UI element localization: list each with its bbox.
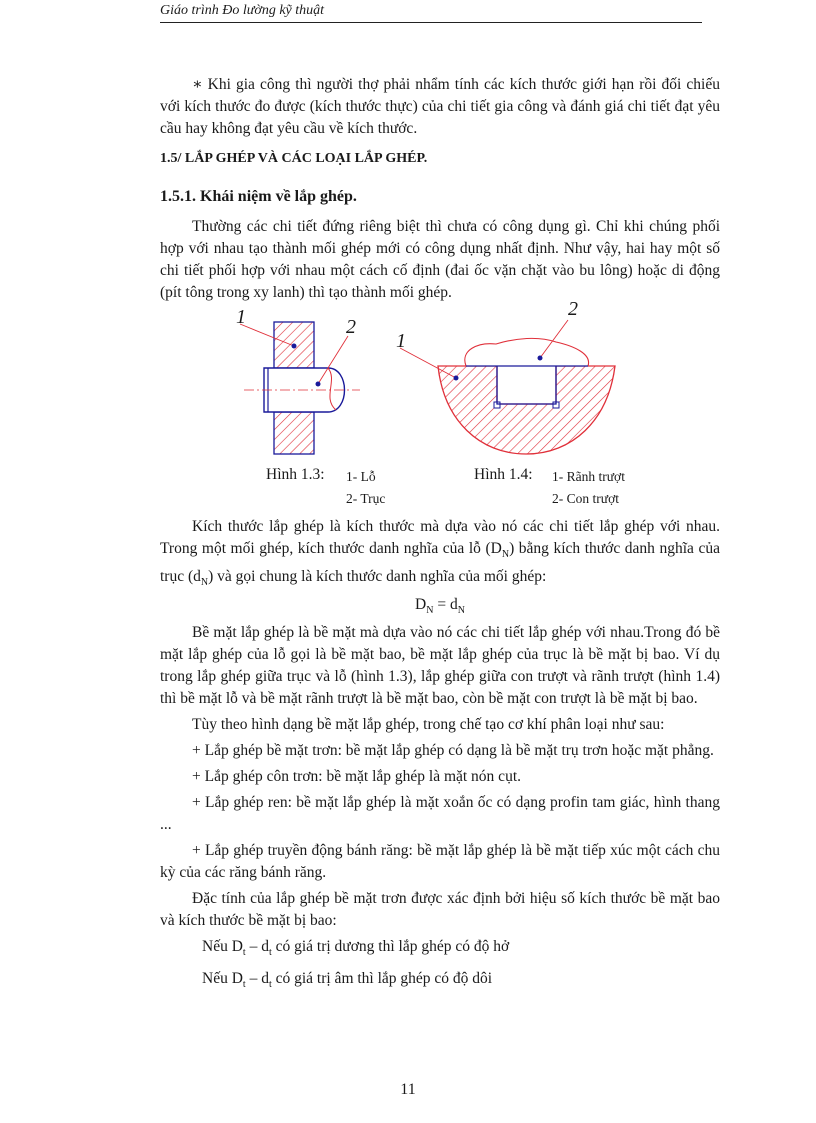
slide-guide-part	[438, 366, 615, 454]
hole-part-lower	[274, 412, 314, 454]
fig14-item-2: 2- Con trượt	[552, 491, 619, 506]
paragraph-classification: Tùy theo hình dạng bề mặt lắp ghép, trong chế tạo cơ khí phân loại như sau:	[192, 716, 665, 734]
fig14-callout-1: 1	[396, 330, 406, 352]
running-header	[160, 2, 702, 23]
figure-1-3-drawing	[240, 322, 360, 454]
list-item: + Lắp ghép ren: bề mặt lắp ghép là mặt xoắn ốc có dạng profin tam giác, hình thang ...	[160, 794, 720, 834]
page-content	[160, 74, 720, 996]
page-number: 11	[400, 1081, 416, 1098]
paragraph-fit-surface: Bề mặt lắp ghép là bề mặt mà dựa vào nó các chi tiết lắp ghép với nhau.Trong đó bề mặt lắp ghép của lỗ gọi là bề mặt bao, bề mặt lắp ghép của trục là bề mặt bị bao. Ví dụ trong lắp ghép giữa trục và lỗ (hình 1.3), lắp ghép giữa con trượt và rãnh trượt (hình 1.4) thì bề mặt lỗ và bề mặt rãnh trượt là bề mặt bao, còn bề mặt con trượt là bề mặt bị bao.	[160, 624, 720, 708]
list-item: + Lắp ghép bề mặt trơn: bề mặt lắp ghép có dạng là bề mặt trụ trơn hoặc mặt phẳng.	[192, 742, 714, 760]
fig13-item-1: 1- Lỗ	[346, 469, 376, 484]
fig13-callout-2: 2	[346, 316, 356, 338]
paragraph-characteristic: Đặc tính của lắp ghép bề mặt trơn được xác định bởi hiệu số kích thước bề mặt bao và kích thước bề mặt bị bao:	[160, 890, 720, 930]
intro-paragraph: ∗ Khi gia công thì người thợ phải nhẩm tính các kích thước giới hạn rồi đối chiếu với kích thước đo được (kích thước thực) của chi tiết gia công và đánh giá chi tiết đạt yêu cầu hay không đạt yêu cầu về kích thước.	[160, 76, 720, 137]
fig13-caption: Hình 1.3:	[266, 466, 325, 483]
fig14-item-1: 1- Rãnh trượt	[552, 469, 625, 484]
fig13-item-2: 2- Trục	[346, 491, 386, 506]
list-item: + Lắp ghép truyền động bánh răng: bề mặt lắp ghép là bề mặt tiếp xúc một cách chu kỳ của các răng bánh răng.	[160, 842, 720, 882]
header-title: Giáo trình Đo lường kỹ thuật	[160, 3, 325, 18]
figure-1-4-drawing	[400, 320, 615, 454]
condition-interference: Nếu $D_t - d_t$ có giá trị âm thì lắp ghép có độ dôi	[202, 970, 493, 991]
section-title: 1.5/ LẮP GHÉP VÀ CÁC LOẠI LẮP GHÉP.	[160, 151, 428, 166]
fig14-caption: Hình 1.4:	[474, 466, 533, 483]
condition-clearance: Nếu $D_t - d_t$ có giá trị dương thì lắp ghép có độ hở	[202, 938, 510, 959]
equation: $D_N = d_N$	[415, 596, 465, 617]
paragraph-fit-size: Kích thước lắp ghép là kích thước mà dựa vào nó các chi tiết lắp ghép với nhau. Trong một mối ghép, kích thước danh nghĩa của lỗ $(D_N)$ bằng kích thước danh nghĩa của trục $(d_N)$ và gọi chung là kích thước danh nghĩa của mối ghép:	[160, 518, 720, 589]
list-item: + Lắp ghép côn trơn: bề mặt lắp ghép là mặt nón cụt.	[192, 768, 521, 786]
subsection-title: 1.5.1. Khái niệm về lắp ghép.	[160, 188, 357, 205]
figures-drawing	[160, 306, 720, 516]
figures-block	[160, 298, 720, 516]
fig13-callout-1: 1	[236, 306, 246, 328]
slider-part	[465, 338, 589, 366]
fig14-callout-2: 2	[568, 298, 578, 320]
paragraph-concept: Thường các chi tiết đứng riêng biệt thì chưa có công dụng gì. Chỉ khi chúng phối hợp với nhau tạo thành mối ghép mới có công dụng nhất định. Như vậy, hai hay một số chi tiết phối hợp với nhau một cách cố định (đai ốc vặn chặt vào bu lông) hoặc di động (pít tông trong xy lanh) thì tạo thành mối ghép.	[160, 218, 720, 301]
